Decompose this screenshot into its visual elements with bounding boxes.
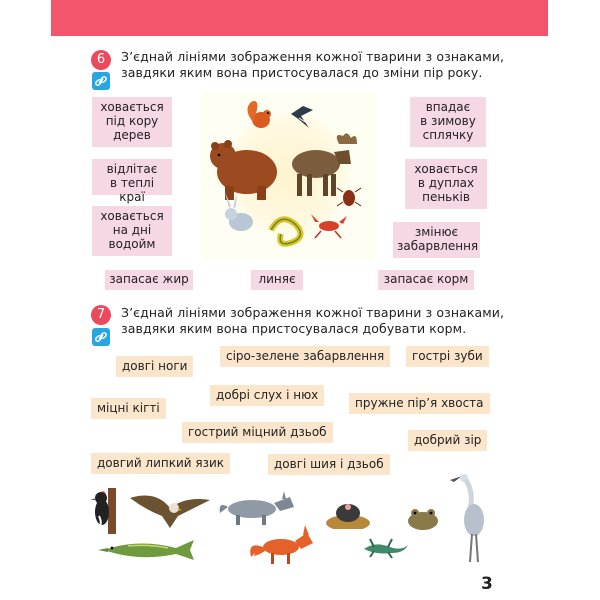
mole-icon [326, 497, 370, 529]
snake-icon [271, 219, 301, 244]
toad-icon [406, 505, 440, 531]
label-hides-bottom: ховається на дні водойм [92, 206, 172, 256]
bear-icon [210, 140, 277, 200]
label-tail-feathers: пружне пір’я хвоста [349, 393, 490, 414]
label-hearing-smell: добрі слух і нюх [210, 385, 324, 406]
label-neck-beak: довгі шия і дзьоб [268, 454, 390, 475]
label-hibernates: впадає в зимову сплячку [410, 97, 486, 147]
label-changes-color: змінює забарвлення [393, 222, 480, 258]
swallow-icon [291, 106, 313, 128]
woodpecker-icon [90, 488, 120, 534]
label-hides-hollows: ховається в дуплах пеньків [405, 159, 487, 209]
task-7-instruction-line1: З’єднай лініями зображення кожної тварини з ознаками, [121, 305, 505, 320]
animal-cluster-image [201, 92, 376, 260]
label-molts: линяє [251, 270, 303, 290]
link-icon[interactable] [92, 72, 110, 90]
lizard-icon [362, 535, 410, 559]
header-band [51, 0, 548, 36]
eagle-icon [126, 488, 214, 532]
label-flies-away: відлітає в теплі краї [92, 159, 172, 195]
crayfish-icon [311, 214, 347, 238]
beetle-icon [337, 188, 361, 206]
label-strong-claws: міцні кігті [91, 398, 166, 419]
label-good-sight: добрий зір [408, 430, 487, 451]
label-long-legs: довгі ноги [116, 356, 193, 377]
label-stores-fat: запасає жир [105, 270, 193, 290]
fox-icon [247, 523, 321, 565]
wolf-icon [218, 491, 296, 525]
label-grey-green-color: сіро-зелене забарвлення [220, 346, 390, 367]
page-number: 3 [481, 574, 493, 594]
label-stores-food: запасає корм [378, 270, 474, 290]
pike-icon [98, 536, 196, 564]
moose-icon [292, 133, 357, 196]
link-icon-2[interactable] [92, 328, 110, 346]
label-hides-under-bark: ховається під кору дерев [92, 97, 172, 147]
task-6-instruction-line2: завдяки яким вона пристосувалася до зміни пір року. [121, 65, 483, 80]
task-7-number-badge: 7 [91, 305, 111, 325]
label-sharp-teeth: гострі зуби [406, 346, 489, 367]
squirrel-icon [247, 101, 271, 128]
task-6-instruction-line1: З’єднай лініями зображення кожної тварини з ознаками, [121, 49, 505, 64]
task-6-number-badge: 6 [91, 50, 111, 70]
label-sticky-tongue: довгий липкий язик [91, 453, 230, 474]
label-sharp-strong-beak: гострий міцний дзьоб [182, 422, 333, 443]
heron-icon [444, 468, 490, 564]
task-7-instruction-line2: завдяки яким вона пристосувалася добувати корм. [121, 321, 467, 336]
